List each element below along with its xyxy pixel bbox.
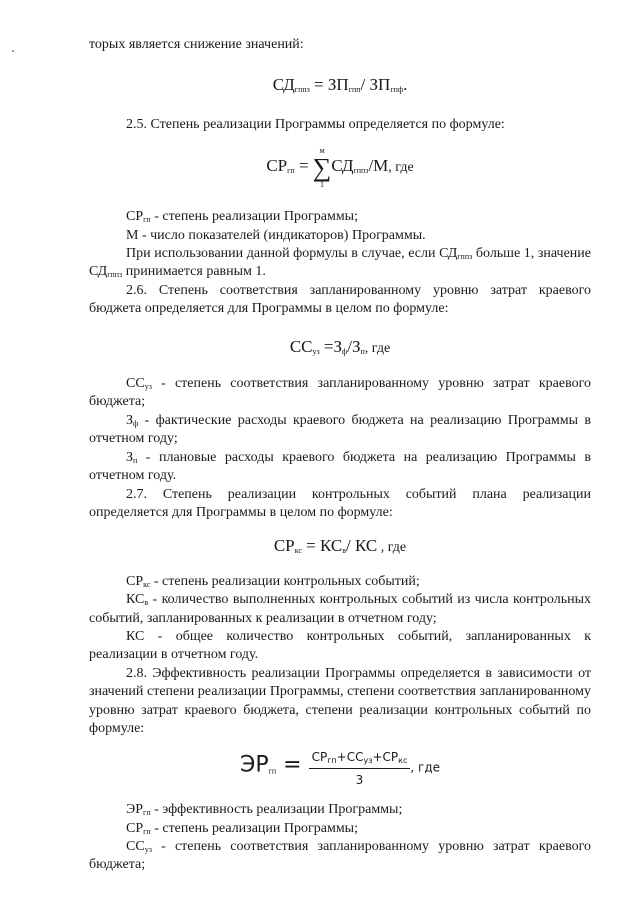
definition-sr-ks: $СР_{кс}$ - степень реализации контрольных событий; bbox=[126, 573, 420, 589]
definition-ss-uz-2: $СС_{уз}$ - степень соответствия запланированному уровню затрат краевого бюджета; bbox=[89, 839, 591, 873]
paragraph-continuation: торых является снижение значений: bbox=[89, 37, 304, 52]
formula-sr: $СР_{гп}$ = м ∑ 1 $СД_{гппз}/М$, где bbox=[266, 146, 414, 190]
fraction: $\frac{СР_{гп}+СС_{уз}+СР_{кс}}{3}$ bbox=[309, 748, 411, 789]
definition-sr-gp: $СР_{гп}$ - степень реализации Программы; bbox=[126, 209, 358, 225]
definition-ss-uz: $СС_{уз}$ - степень соответствия запланированному уровню затрат краевого бюджета; bbox=[89, 376, 591, 410]
definition-sr-gp-2: $СР_{гп}$ - степень реализации Программы; bbox=[126, 820, 358, 836]
scan-speck bbox=[12, 50, 14, 52]
formula-sd: $СД_{гппз} = ЗП_{гпп}/$ $ЗП_{гпф}$. bbox=[272, 75, 408, 95]
sum-sign: м ∑ 1 bbox=[312, 146, 332, 190]
definition-ks: КС - общее количество контрольных событий, запланированных к реализации в отчетном году. bbox=[89, 628, 591, 663]
definition-m: М - число показателей (индикаторов) Программы. bbox=[126, 227, 426, 243]
section-2-8: 2.8. Эффективность реализации Программы определяется в зависимости от значений степени реализации Программы, степени соответствия запланированному уровню затрат краевого бюджета, степени реализации контрольных событий по формуле: bbox=[89, 665, 591, 736]
section-2-5: 2.5. Степень реализации Программы определяется по формуле: bbox=[126, 116, 505, 132]
definition-z-f: $З_ф$ - фактические расходы краевого бюджета на реализацию Программы в отчетном году; bbox=[89, 412, 591, 447]
section-2-6: 2.6. Степень соответствия запланированному уровню затрат краевого бюджета определяется для Программы в целом по формуле: bbox=[89, 282, 591, 317]
paragraph-formula-usage: При использовании данной формулы в случае, если $СД_{гппз}$ больше 1, значение $СД_{гппз}$ принимается равным 1. bbox=[89, 246, 591, 280]
definition-z-p: $З_п$ - плановые расходы краевого бюджета на реализацию Программы в отчетном году. bbox=[89, 449, 591, 484]
formula-ss: $СС_{уз} =З_ф/З_п$, где bbox=[289, 336, 391, 356]
definition-ks-v: $КС_в$ - количество выполненных контрольных событий из числа контрольных событий, запланированных к реализации в отчетном году; bbox=[89, 592, 591, 626]
formula-er: $ЭР_{гп}$ = $\frac{СР_{гп}+СС_{уз}+СР_{кс}}{3}$ , где bbox=[89, 748, 591, 789]
document-page bbox=[89, 36, 591, 875]
section-2-7: 2.7. Степень реализации контрольных событий плана реализации определяется для Программы в целом по формуле: bbox=[89, 486, 591, 520]
formula-sr-ks: $СР_{кс} = КС_в/$ КС , где bbox=[273, 536, 407, 556]
definition-er-gp: $ЭР_{гп}$ - эффективность реализации Программы; bbox=[126, 802, 403, 818]
